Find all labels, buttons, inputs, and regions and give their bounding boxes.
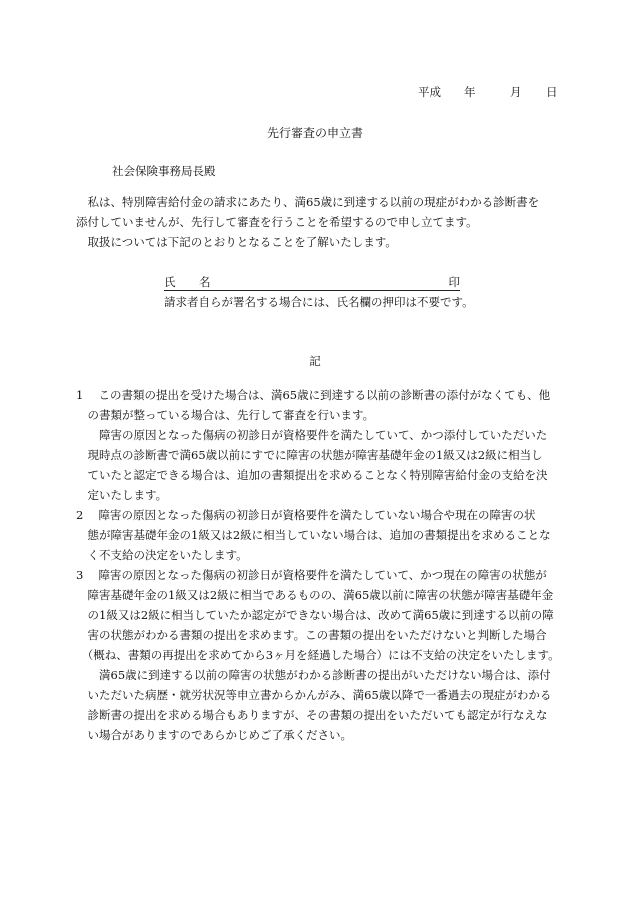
- item-line: （概ね、書類の再提出を求めてから3ヶ月を経過した場合）には不支給の決定をいたします。: [76, 648, 560, 662]
- items-section: [76, 385, 560, 745]
- name-field[interactable]: [164, 272, 460, 291]
- item-line: 害の状態がわかる書類の提出を求めます。この書類の提出をいただけないと判断した場合: [76, 628, 547, 642]
- addressee: 社会保険事務局長殿: [112, 164, 216, 178]
- item-line: の1級又は2級に相当していたか認定ができない場合は、改めて満65歳に到達する以前の障: [76, 608, 554, 622]
- item-line: い場合がありますのであらかじめご了承ください。: [76, 728, 352, 742]
- intro-line: 取扱については下記のとおりとなることを了解いたします。: [76, 235, 397, 249]
- item-line: 障害基礎年金の1級又は2級に相当であるものの、満65歳以前に障害の状態が障害基礎年金: [76, 588, 554, 602]
- day-label: 日: [546, 85, 558, 99]
- document-title: 先行審査の申立書: [266, 126, 363, 140]
- intro-paragraph: [76, 192, 556, 252]
- item-line: 3 障害の原因となった傷病の初診日が資格要件を満たしていて、かつ現在の障害の状態が: [76, 568, 547, 582]
- month-label: 月: [510, 85, 522, 99]
- item-line: 態が障害基礎年金の1級又は2級に相当していない場合は、追加の書類提出を求めることな: [76, 528, 551, 542]
- item-line: いただいた病歴・就労状況等申立書からかんがみ、満65歳以降で一番過去の現症がわかる: [76, 688, 552, 702]
- ki-heading: 記: [309, 354, 321, 368]
- item-line: の書類が整っている場合は、先行して審査を行います。: [76, 408, 375, 422]
- item-line: 1 この書類の提出を受けた場合は、満65歳に到達する以前の診断書の添付がなくても、他: [76, 388, 551, 402]
- item-line: ていたと認定できる場合は、追加の書類提出を求めることなく特別障害給付金の支給を決: [76, 468, 548, 482]
- date-line: [418, 84, 558, 100]
- item-line: 診断書の提出を求める場合もありますが、その書類の提出をいただいても認定が行なえな: [76, 708, 548, 722]
- item-line: 定いたします。: [76, 488, 168, 502]
- name-label: 氏 名: [164, 275, 217, 289]
- era-label: 平成: [418, 85, 441, 99]
- name-note: 請求者自らが署名する場合には、氏名欄の押印は不要です。: [164, 295, 474, 309]
- item-line: 2 障害の原因となった傷病の初診日が資格要件を満たしていない場合や現在の障害の状: [76, 508, 536, 522]
- seal-label: 印: [448, 275, 460, 289]
- intro-line: 添付していませんが、先行して審査を行うことを希望するので申し立てます。: [76, 215, 478, 229]
- year-label: 年: [464, 85, 476, 99]
- item-line: く不支給の決定をいたします。: [76, 548, 248, 562]
- item-line: 障害の原因となった傷病の初診日が資格要件を満たしていて、かつ添付していただいた: [76, 428, 548, 442]
- item-line: 満65歳に到達する以前の障害の状態がわかる診断書の提出がいただけない場合は、添付: [76, 668, 551, 682]
- intro-line: 私は、特別障害給付金の請求にあたり、満65歳に到達する以前の現症がわかる診断書を: [76, 195, 540, 209]
- item-line: 現時点の診断書で満65歳以前にすでに障害の状態が障害基礎年金の1級又は2級に相当し: [76, 448, 543, 462]
